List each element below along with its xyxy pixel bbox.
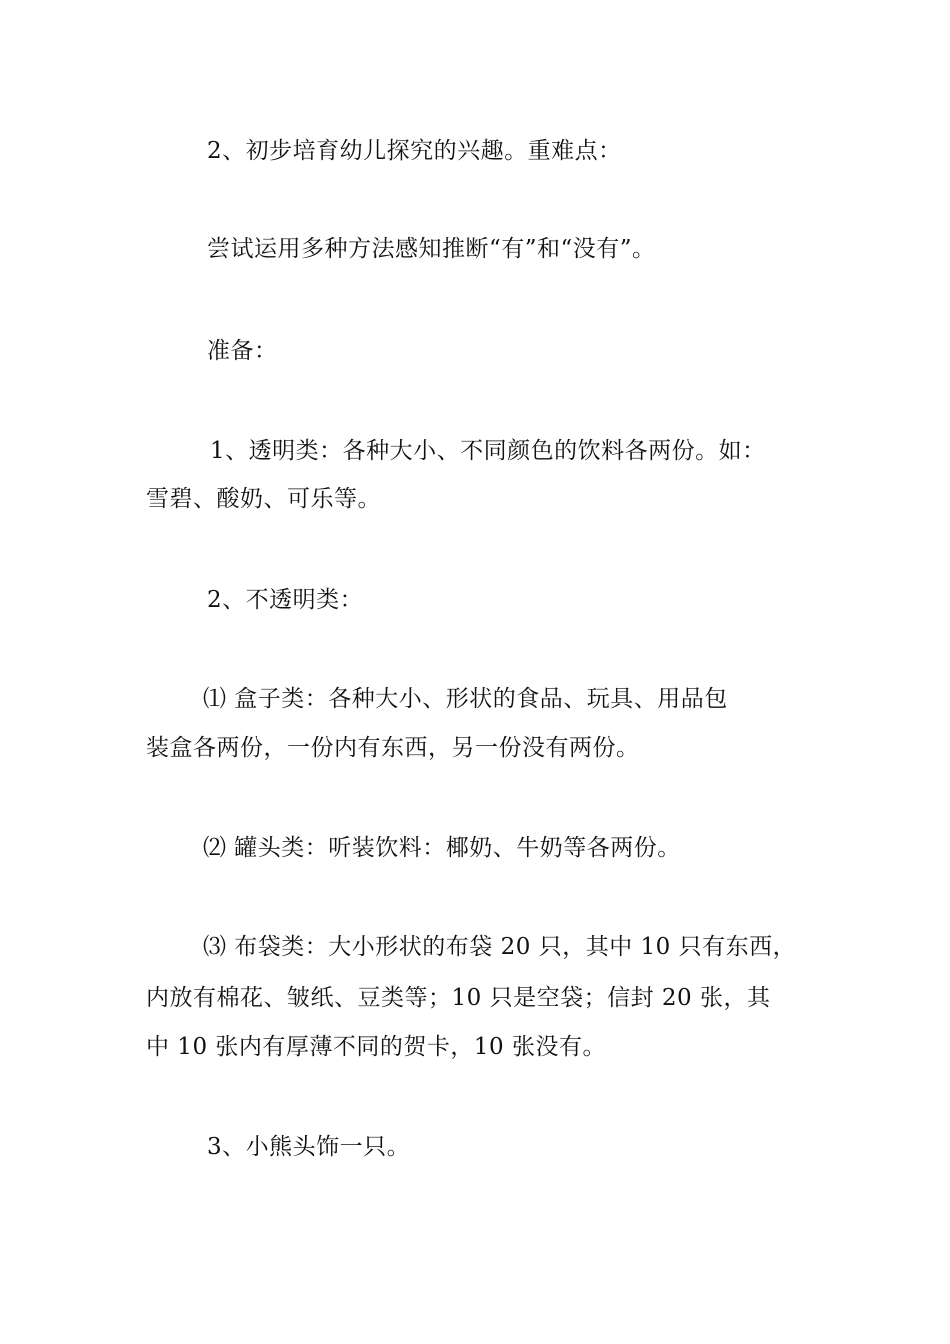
- paragraph-transparent-items: 1、透明类：各种大小、不同颜色的饮料各两份。如：: [210, 438, 766, 464]
- paragraph-boxes: ⑴ 盒子类：各种大小、形状的食品、玩具、用品包: [203, 686, 728, 712]
- paragraph-bags: ⑶ 布袋类：大小形状的布袋 20 只，其中 10 只有东西，: [203, 934, 797, 960]
- paragraph-preparation-heading: 准备：: [207, 338, 278, 364]
- paragraph-cans: ⑵ 罐头类：听装饮料：椰奶、牛奶等各两份。: [203, 835, 681, 861]
- paragraph-goal-2: 2、初步培育幼儿探究的兴趣。重难点：: [207, 138, 622, 164]
- paragraph-boxes-cont: 装盒各两份，一份内有东西，另一份没有两份。: [146, 735, 640, 761]
- paragraph-opaque-heading: 2、不透明类：: [207, 587, 364, 613]
- paragraph-bags-cont-1: 内放有棉花、皱纸、豆类等；10 只是空袋；信封 20 张，其: [146, 985, 771, 1011]
- paragraph-bear-headwear: 3、小熊头饰一只。: [207, 1134, 411, 1160]
- paragraph-bags-cont-2: 中 10 张内有厚薄不同的贺卡，10 张没有。: [146, 1034, 606, 1060]
- paragraph-transparent-items-cont: 雪碧、酸奶、可乐等。: [146, 486, 381, 512]
- paragraph-key-point: 尝试运用多种方法感知推断“有”和“没有”。: [207, 236, 656, 262]
